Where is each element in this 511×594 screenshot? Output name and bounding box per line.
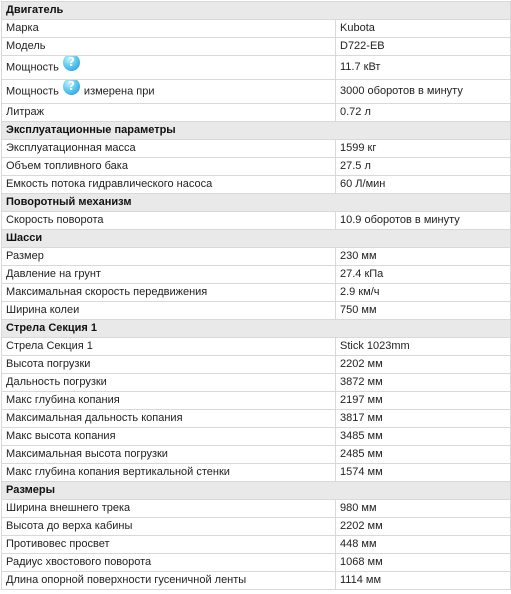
spec-value: 11.7 кВт — [336, 56, 511, 80]
spec-row — [2, 80, 511, 104]
spec-label-cell — [2, 158, 336, 176]
spec-row — [2, 104, 511, 122]
spec-label-cell — [2, 518, 336, 536]
spec-label-suffix: измерена при — [83, 85, 155, 98]
spec-label-cell — [2, 248, 336, 266]
spec-label-cell — [2, 302, 336, 320]
spec-row — [2, 554, 511, 572]
section-header — [2, 122, 511, 140]
spec-row — [2, 572, 511, 590]
spec-label: Максимальная скорость передвижения — [6, 286, 208, 298]
spec-row — [2, 410, 511, 428]
spec-label: Максимальная высота погрузки — [6, 448, 168, 460]
spec-row — [2, 248, 511, 266]
spec-label-cell — [2, 572, 336, 590]
spec-label: Стрела Секция 1 — [6, 340, 93, 352]
spec-label: Радиус хвостового поворота — [6, 556, 152, 568]
spec-label-cell — [2, 140, 336, 158]
spec-value: 448 мм — [336, 536, 511, 554]
spec-label-cell — [2, 176, 336, 194]
spec-value: Stick 1023mm — [336, 338, 511, 356]
spec-value: 2485 мм — [336, 446, 511, 464]
spec-value: 1068 мм — [336, 554, 511, 572]
section-header — [2, 482, 511, 500]
spec-label-cell — [2, 554, 336, 572]
section-title: Шасси — [2, 230, 511, 248]
spec-label: Дальность погрузки — [6, 376, 107, 388]
spec-row — [2, 140, 511, 158]
spec-label-cell — [2, 500, 336, 518]
spec-label: Ширина колеи — [6, 304, 80, 316]
spec-row — [2, 176, 511, 194]
spec-row — [2, 284, 511, 302]
spec-label-cell — [2, 338, 336, 356]
spec-label-cell — [2, 392, 336, 410]
spec-label: Максимальная дальность копания — [6, 412, 183, 424]
spec-value: 27.5 л — [336, 158, 511, 176]
spec-label-cell — [2, 428, 336, 446]
spec-row — [2, 38, 511, 56]
section-header — [2, 194, 511, 212]
spec-row — [2, 536, 511, 554]
section-title: Размеры — [2, 482, 511, 500]
spec-value: 750 мм — [336, 302, 511, 320]
spec-row — [2, 446, 511, 464]
section-title: Эксплуатационные параметры — [2, 122, 511, 140]
spec-label: Марка — [6, 22, 39, 34]
section-header — [2, 320, 511, 338]
section-title: Двигатель — [2, 2, 511, 20]
spec-label: Высота погрузки — [6, 358, 91, 370]
spec-value: 0.72 л — [336, 104, 511, 122]
spec-row — [2, 392, 511, 410]
spec-label-cell — [2, 104, 336, 122]
spec-value: 3485 мм — [336, 428, 511, 446]
spec-label-cell — [2, 374, 336, 392]
spec-row — [2, 56, 511, 80]
spec-value: 27.4 кПа — [336, 266, 511, 284]
spec-label-cell — [2, 38, 336, 56]
spec-label: Размер — [6, 250, 44, 262]
spec-row — [2, 212, 511, 230]
spec-row — [2, 20, 511, 38]
spec-label: Литраж — [6, 106, 44, 118]
spec-label-cell — [2, 266, 336, 284]
spec-label: Эксплуатационная масса — [6, 142, 136, 154]
spec-value: 10.9 оборотов в минуту — [336, 212, 511, 230]
spec-label: Ширина внешнего трека — [6, 502, 131, 514]
spec-label-cell — [2, 356, 336, 374]
spec-row — [2, 464, 511, 482]
spec-value: 2.9 км/ч — [336, 284, 511, 302]
spec-label: Макс глубина копания вертикальной стенки — [6, 466, 230, 478]
spec-label: Макс высота копания — [6, 430, 116, 442]
spec-row — [2, 302, 511, 320]
spec-label: Скорость поворота — [6, 214, 104, 226]
spec-row — [2, 500, 511, 518]
section-title: Стрела Секция 1 — [2, 320, 511, 338]
spec-row — [2, 338, 511, 356]
spec-label: Емкость потока гидравлического насоса — [6, 178, 213, 190]
help-icon[interactable] — [63, 80, 80, 96]
spec-label: Длина опорной поверхности гусеничной ленты — [6, 574, 247, 586]
spec-label-cell — [2, 446, 336, 464]
spec-value: Kubota — [336, 20, 511, 38]
spec-row — [2, 374, 511, 392]
spec-value: 3817 мм — [336, 410, 511, 428]
spec-row — [2, 266, 511, 284]
spec-value: 230 мм — [336, 248, 511, 266]
spec-label-cell — [2, 80, 336, 104]
spec-label: Объем топливного бака — [6, 160, 128, 172]
spec-row — [2, 158, 511, 176]
spec-label-cell — [2, 536, 336, 554]
spec-label: Высота до верха кабины — [6, 520, 133, 532]
spec-value: 60 Л/мин — [336, 176, 511, 194]
spec-label-cell — [2, 56, 336, 80]
spec-label: Макс глубина копания — [6, 394, 120, 406]
spec-value: 2202 мм — [336, 518, 511, 536]
spec-value: 2202 мм — [336, 356, 511, 374]
spec-label: Мощность — [6, 85, 59, 98]
spec-value: 1114 мм — [336, 572, 511, 590]
spec-value: 3872 мм — [336, 374, 511, 392]
spec-row — [2, 356, 511, 374]
spec-label: Модель — [6, 40, 46, 52]
spec-label: Противовес просвет — [6, 538, 110, 550]
spec-label-cell — [2, 410, 336, 428]
spec-value: 1574 мм — [336, 464, 511, 482]
spec-value: 1599 кг — [336, 140, 511, 158]
specs-table — [1, 1, 511, 590]
spec-label-cell — [2, 464, 336, 482]
spec-row — [2, 518, 511, 536]
spec-label-cell — [2, 284, 336, 302]
section-header — [2, 2, 511, 20]
section-header — [2, 230, 511, 248]
section-title: Поворотный механизм — [2, 194, 511, 212]
spec-label: Мощность — [6, 61, 59, 74]
spec-value: 3000 оборотов в минуту — [336, 80, 511, 104]
spec-row — [2, 428, 511, 446]
help-icon[interactable] — [63, 56, 80, 72]
spec-label-cell — [2, 20, 336, 38]
spec-value: D722-EB — [336, 38, 511, 56]
spec-label-cell — [2, 212, 336, 230]
spec-value: 980 мм — [336, 500, 511, 518]
spec-value: 2197 мм — [336, 392, 511, 410]
spec-label: Давление на грунт — [6, 268, 101, 280]
specs-body — [2, 2, 511, 590]
